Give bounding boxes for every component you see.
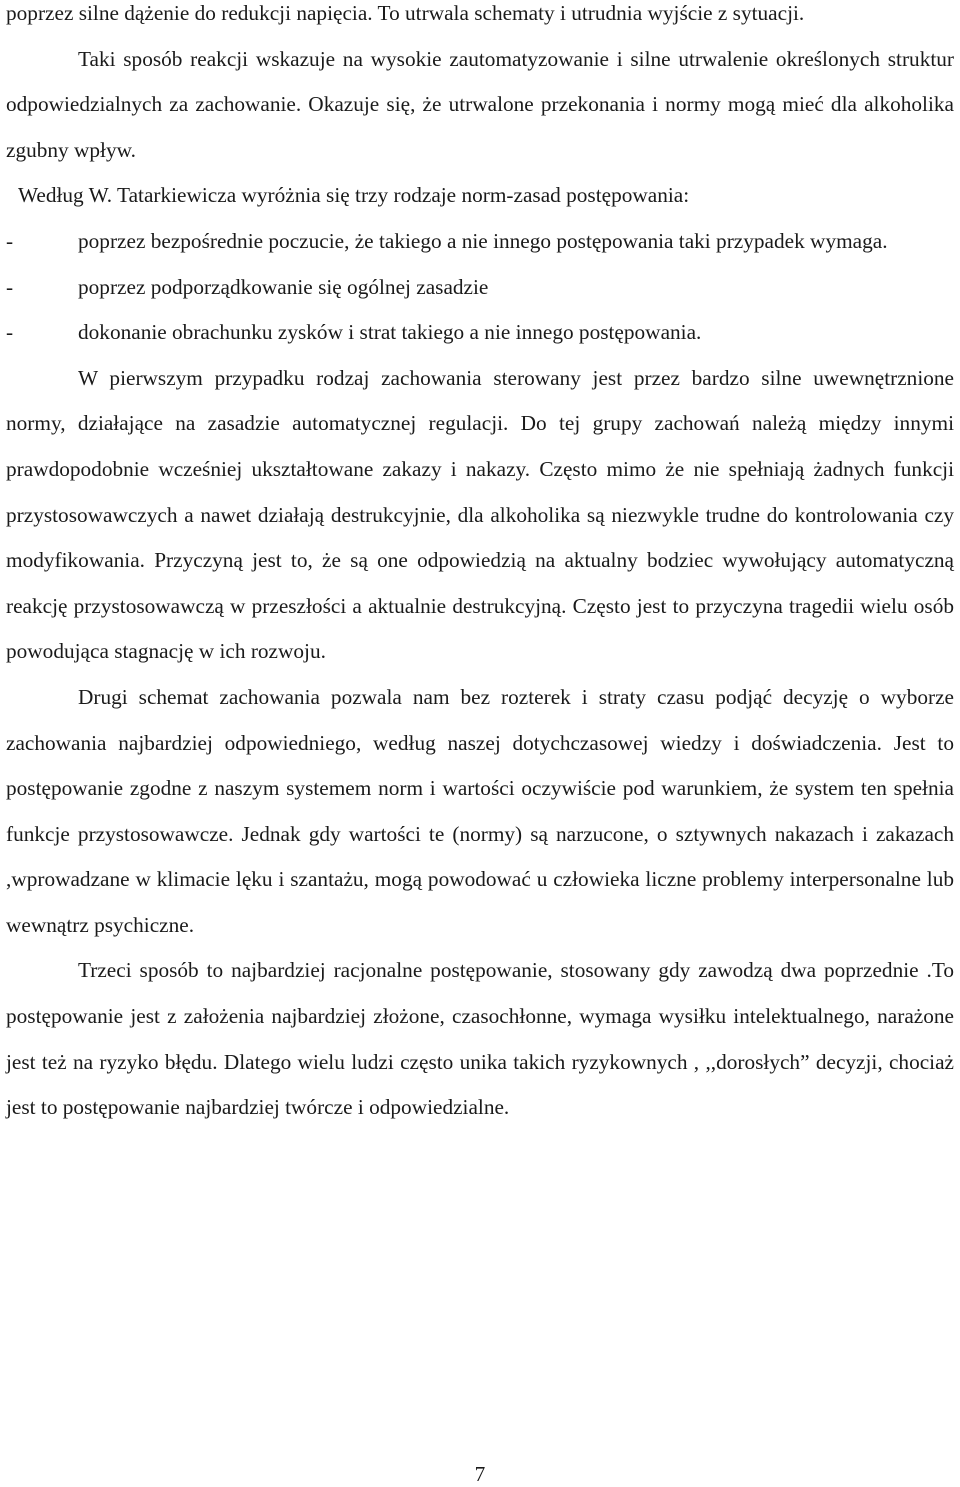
- page-number: 7: [474, 1462, 486, 1486]
- list-item: [6, 219, 954, 265]
- list-item-text: poprzez podporządkowanie się ogólnej zasadzie: [78, 274, 489, 299]
- paragraph-third-way: Trzeci sposób to najbardziej racjonalne postępowanie, stosowany gdy zawodzą dwa poprzednie .To postępowanie jest z założenia najbardziej złożone, czasochłonne, wymaga wysiłku intelektualnego, narażone jest też na ryzyko błędu. Dlatego wielu ludzi często unika takich ryzykownych , ,,dorosłych” decyzji, chociaż jest to postępowanie najbardziej twórcze i odpowiedzialne.: [6, 958, 954, 1120]
- list-item: [6, 265, 954, 311]
- paragraph-tatarkiewicz-intro: Według W. Tatarkiewicza wyróżnia się trzy rodzaje norm-zasad postępowania:: [18, 183, 690, 208]
- paragraph-automation: Taki sposób reakcji wskazuje na wysokie zautomatyzowanie i silne utrwalenie określonych struktur odpowiedzialnych za zachowanie. Okazuje się, że utrwalone przekonania i normy mogą mieć dla alkoholika zgubny wpływ.: [6, 46, 954, 162]
- list-item-text: dokonanie obrachunku zysków i strat takiego a nie innego postępowania.: [78, 320, 702, 345]
- list-marker: -: [6, 320, 14, 345]
- paragraph-continuation: poprzez silne dążenie do redukcji napięcia. To utrwala schematy i utrudnia wyjście z sytuacji.: [6, 1, 805, 25]
- paragraph-second-schema: Drugi schemat zachowania pozwala nam bez rozterek i straty czasu podjąć decyzję o wyborze zachowania najbardziej odpowiedniego, według naszej dotychczasowej wiedzy i doświadczenia. Jest to postępowanie zgodne z naszym systemem norm i wartości oczywiście pod warunkiem, że system ten spełnia funkcje przystosowawcze. Jednak gdy wartości te (normy) są narzucone, o sztywnych nakazach i zakazach ,wprowadzane w klimacie lęku i szantażu, mogą powodować u człowieka liczne problemy interpersonalne lub wewnątrz psychiczne.: [6, 684, 954, 937]
- list-marker: -: [6, 228, 14, 253]
- list-item: [6, 310, 954, 356]
- list-marker: -: [6, 274, 14, 299]
- paragraph-first-case: W pierwszym przypadku rodzaj zachowania sterowany jest przez bardzo silne uwewnętrznione normy, działające na zasadzie automatycznej regulacji. Do tej grupy zachowań należą między innymi prawdopodobnie wcześniej ukształtowane zakazy i nakazy. Często mimo że nie spełniają żadnych funkcji przystosowawczych a nawet działają destrukcyjnie, dla alkoholika są niezwykle trudne do kontrolowania czy modyfikowania. Przyczyną jest to, że są one odpowiedzią na aktualny bodziec wywołujący automatyczną reakcję przystosowawczą w przeszłości a aktualnie destrukcyjną. Często jest to przyczyna tragedii wielu osób powodująca stagnację w ich rozwoju.: [6, 365, 954, 664]
- list-item-text: poprzez bezpośrednie poczucie, że takiego a nie innego postępowania taki przypadek wymaga.: [78, 228, 888, 253]
- document-body: [6, 0, 954, 1131]
